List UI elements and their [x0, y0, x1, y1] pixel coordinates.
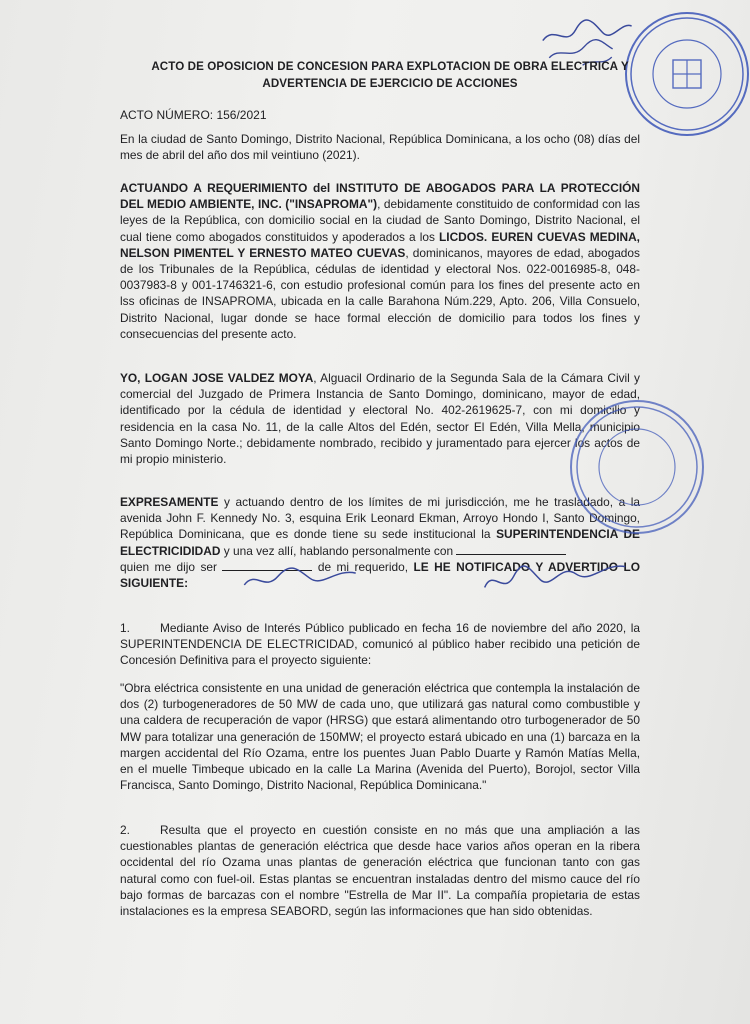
point-2-number: 2.	[120, 823, 130, 837]
document-title: ACTO DE OPOSICION DE CONCESION PARA EXPLOTACION DE OBRA ELECTRICA Y ADVERTENCIA DE EJERCICIO DE ACCIONES	[151, 60, 629, 90]
actuando-lawyers: LICDOS. EUREN CUEVAS MEDINA, NELSON PIMENTEL Y ERNESTO MATEO CUEVAS	[120, 229, 640, 260]
point-1-text: Mediante Aviso de Interés Público publicado en fecha 16 de noviembre del año 2020, la SUPERINTENDENCIA DE ELECTRICIDAD, comunicó al público haber recibido una petición de Concesión Definitiva para el proyecto siguiente:	[120, 621, 640, 668]
superintendencia-stamp-top	[625, 12, 749, 136]
point-1-paragraph	[120, 620, 640, 669]
expresamente-body-1: y actuando dentro de los límites de mi jurisdicción, me he trasladado, a la avenida John F. Kennedy No. 3, esquina Erik Leonard Ekman, Arroyo Hondo I, Santo Domingo, República Dominicana, que es donde tiene su sede institucional la	[120, 495, 640, 542]
yo-paragraph	[120, 370, 640, 467]
expresamente-body-2: y una vez allí, hablando personalmente con	[220, 543, 457, 558]
point-2-text: Resulta que el proyecto en cuestión consiste en no más que una ampliación a las cuestionables plantas de generación eléctrica que desde hace varios años operan en la ribera occidental del río Ozama unas plantas de generación eléctrica que funcionan tanto con gas natural como con fuel-oil. Estas plantas se encuentran instaladas dentro del mismo cauce del río bajo formas de barcazas con el nombre "Estrella de Mar II". La compañía propietaria de estas instalaciones es la empresa SEABORD, según las informaciones que han sido obtenidas.	[120, 823, 640, 919]
alguacil-stamp	[570, 400, 704, 534]
blank-line-name	[456, 544, 566, 555]
act-number: ACTO NÚMERO: 156/2021	[120, 108, 267, 122]
expresamente-body-4: de mi requerido,	[312, 559, 414, 574]
yo-body: , Alguacil Ordinario de la Segunda Sala de la Cámara Civil y comercial del Juzgado de Primera Instancia de Santo Domingo, dominicano, mayor de edad, identificado por la cédula de identidad y electoral No. 402-2619625-7, con mi domicilio y residencia en la casa No. 11, de la calle Altos del Edén, sector El Edén, Villa Mella, municipio Santo Domingo Norte.; debidamente nombrado, recibido y juramentado para ejercer los actos de mi propio ministerio.	[120, 371, 640, 467]
actuando-paragraph	[120, 180, 640, 342]
expresamente-lead: EXPRESAMENTE	[120, 495, 219, 509]
expresamente-body-3: quien me dijo ser	[120, 559, 223, 574]
project-quote-paragraph: "Obra eléctrica consistente en una unidad de generación eléctrica que contempla la instalación de dos (2) turbogeneradores de 50 MW de cada uno, que utilizará gas natural como combustible y una caldera de recuperación de vapor (HRSG) que estará alimentando otro turbogenerador de 50 MW para totalizar una generación de 150MW; el proyecto estará ubicado en una (1) barcaza en la margen accidental del Río Ozama, entre los puentes Juan Pablo Duarte y Ramón Matías Mella, en el muelle Timbeque ubicado en la calle La Marina (Avenida del Puerto), Borojol, sector Villa Francisca, Santo Domingo, Distrito Nacional, República Dominicana."	[120, 681, 640, 793]
handwritten-position-signature	[239, 559, 361, 599]
actuando-body-1: , debidamente constituido de conformidad con las leyes de la República, con domicilio social en la ciudad de Santo Domingo, Distrito Nacional, el cual tiene como abogados constituidos y apoderados a los	[120, 197, 640, 244]
actuando-body-2: , dominicanos, mayores de edad, abogados de los Tribunales de la República, cédulas de identidad y electoral Nos. 022-0016985-8, 048-0037983-8 y 001-1746321-6, con estudio profesional común para los fines del presente acto en lss oficinas de INSAPROMA, ubicada en la calle Barahona Núm.229, Apto. 206, Villa Consuelo, Distrito Nacional, lugar donde se hace formal elección de domicilio para todos los fines y consecuencias del presente acto.	[120, 245, 640, 341]
point-2-paragraph	[120, 822, 640, 919]
actuando-lead: ACTUANDO A REQUERIMIENTO del INSTITUTO DE ABOGADOS PARA LA PROTECCIÓN DEL MEDIO AMBIENTE, INC. ("INSAPROMA")	[120, 181, 640, 212]
point-1-number: 1.	[120, 621, 130, 635]
expresamente-notified: LE HE NOTIFICADO Y ADVERTIDO LO SIGUIENTE:	[120, 559, 641, 591]
intro-paragraph: En la ciudad de Santo Domingo, Distrito Nacional, República Dominicana, a los ocho (08) días del mes de abril del año dos mil veintiuno (2021).	[120, 132, 640, 163]
yo-lead: YO, LOGAN JOSE VALDEZ MOYA	[120, 371, 314, 385]
expresamente-entity: SUPERINTENDENCIA DE ELECTRICIDIDAD	[120, 527, 640, 558]
